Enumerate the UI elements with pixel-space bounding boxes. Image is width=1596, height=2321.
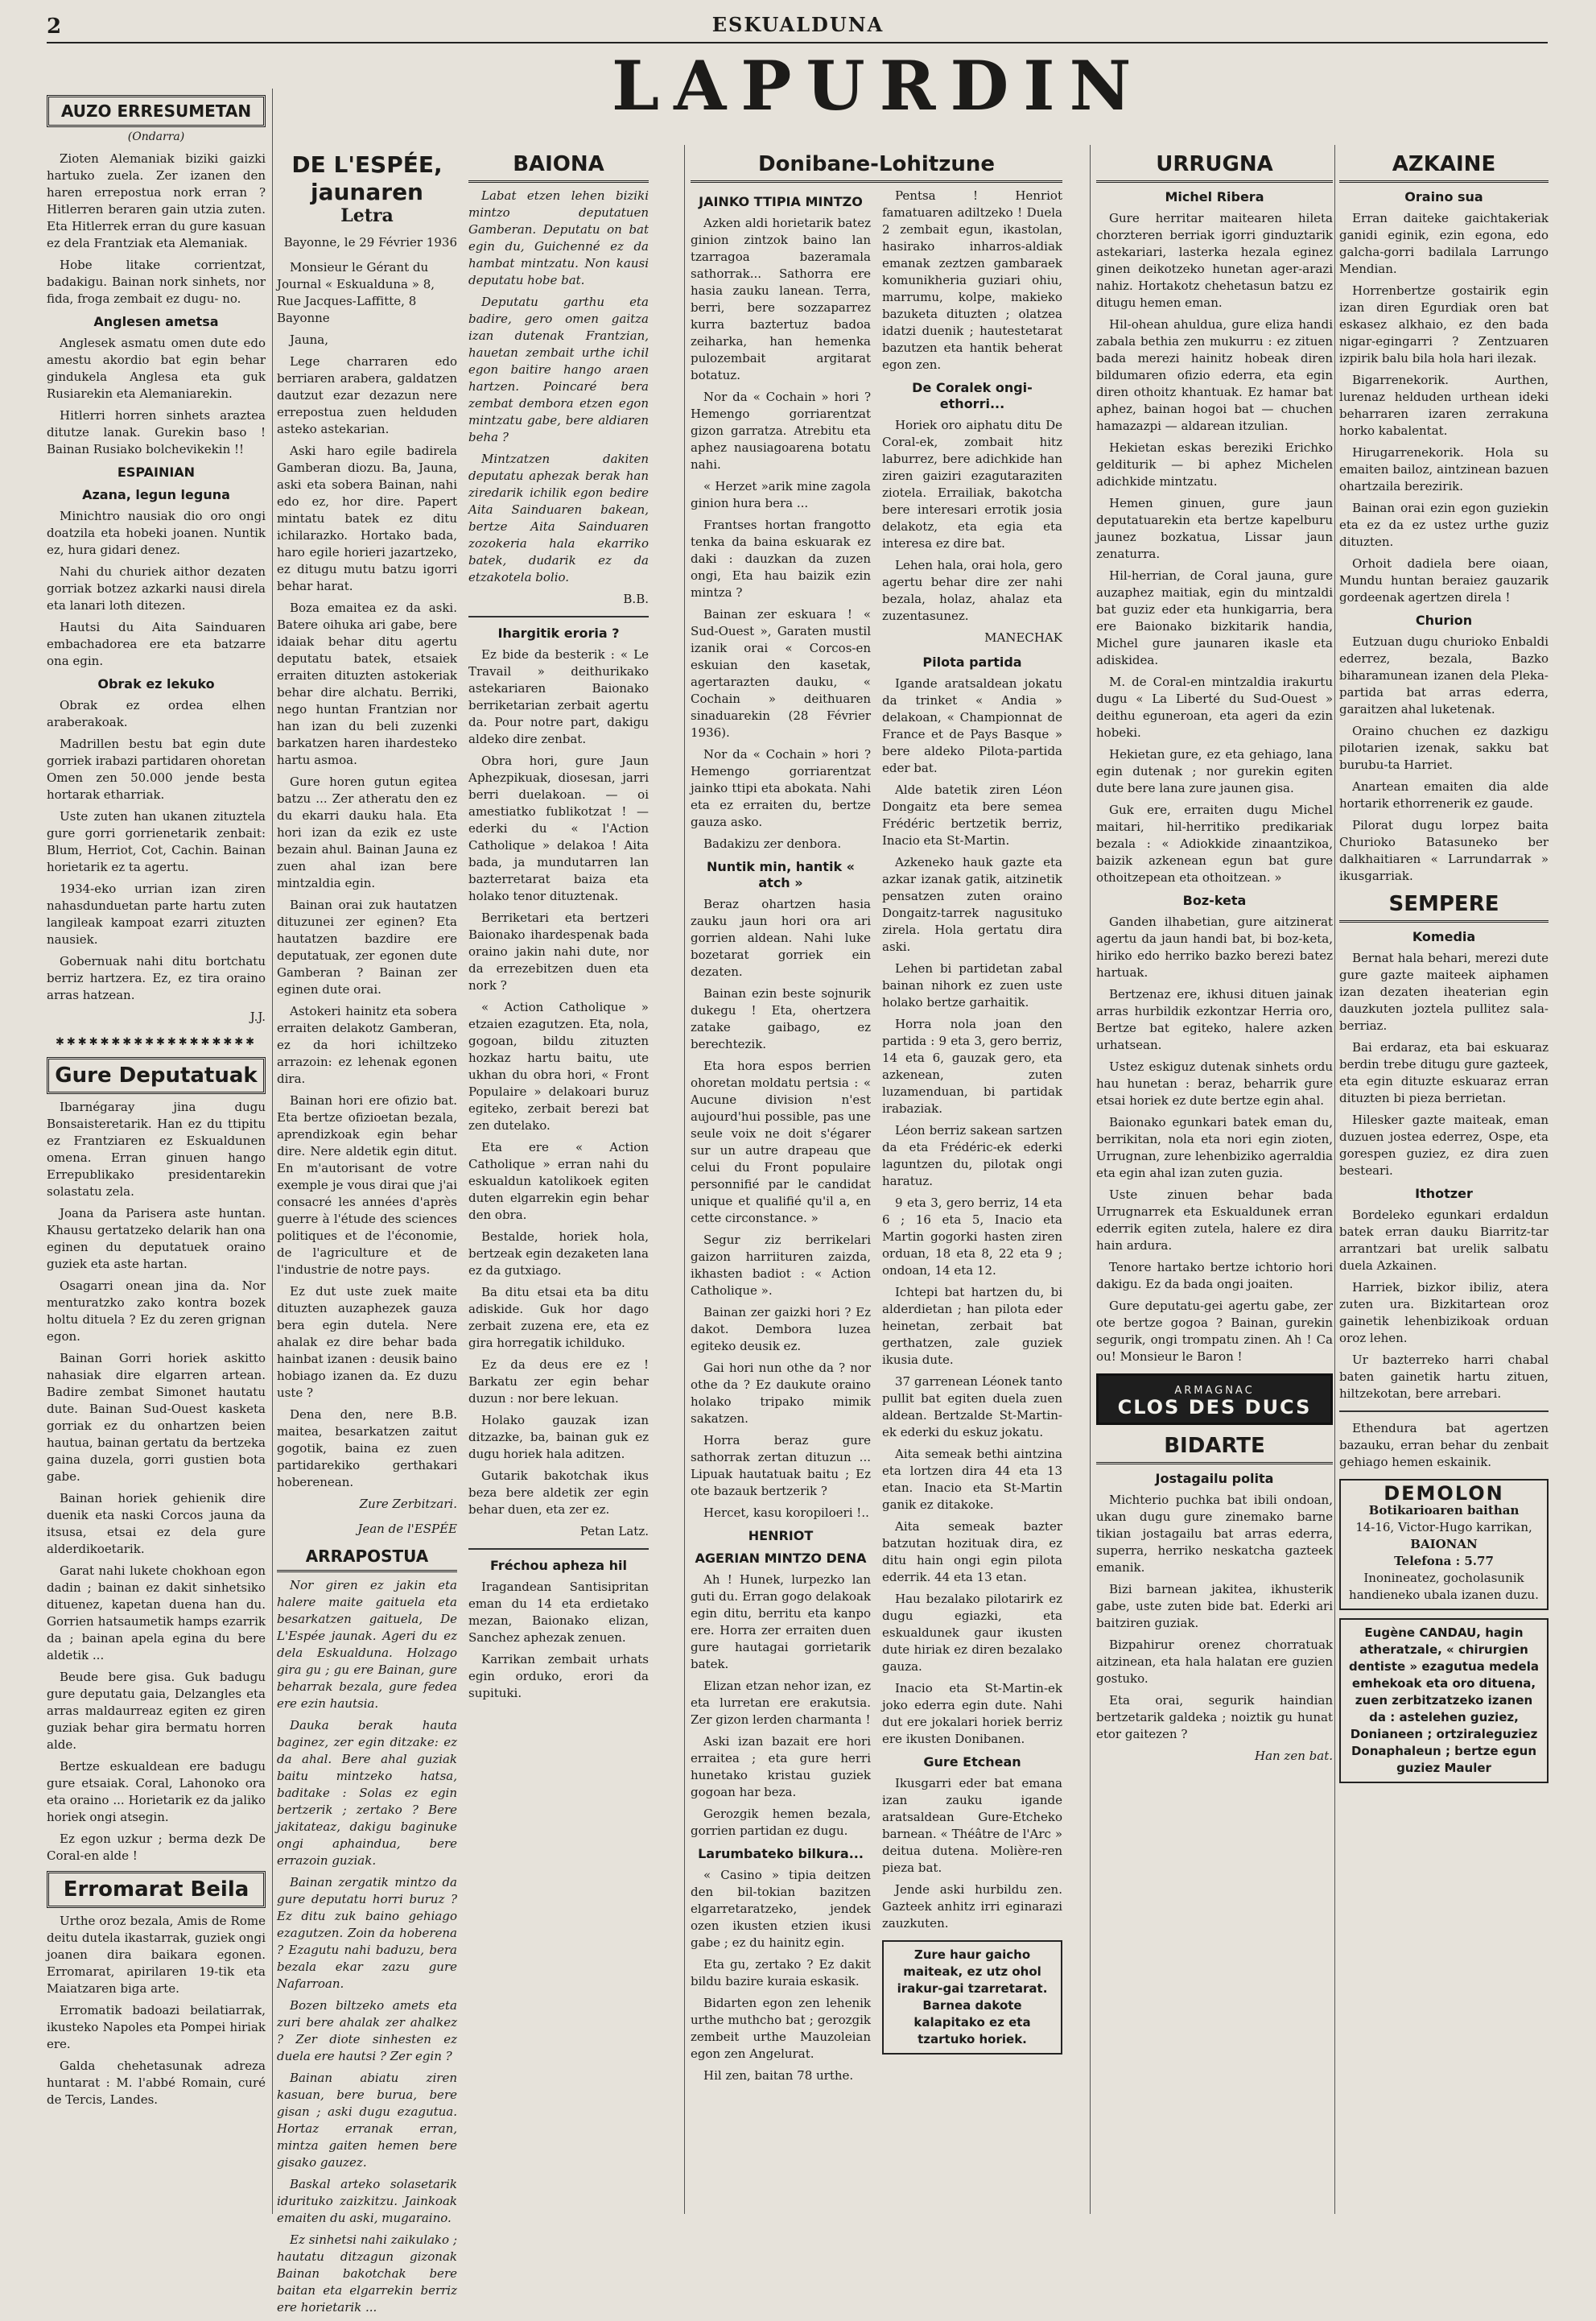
paragraph: Bertze eskualdean ere badugu gure etsaiak. Coral, Lahonoko ora eta oraino ... Horietarik ez da jaliko horiek ongi atsegin. [47, 1759, 266, 1824]
advertisement-candau: Eugène CANDAU, hagin atheratzale, « chirurgien dentiste » ezagutua medela emhekoak eta oro dituena, zuen zerbitzatzeko izanen da : astelehen guziez, Donianeen ; ortziraleguziez Donaphaleun ; bertze egun guziez Mauler [1339, 1618, 1549, 1783]
letter-address: Monsieur le Gérant du Journal « Eskualduna » 8, Rue Jacques-Laffitte, 8 Bayonne [277, 260, 435, 325]
paragraph: Galda chehetasunak adreza huntarat : M. l'abbé Romain, curé de Tercis, Landes. [47, 2059, 266, 2107]
article-subheading: ESPAINIAN [117, 465, 196, 480]
paragraph: Inacio eta St-Martin-ek joko ederra egin dute. Nahi dut ere jokalari horiek berriz ere ikusten Donibanen. [882, 1681, 1062, 1746]
paragraph: Pentsa ! Henriot famatuaren adiltzeko ! Duela 2 zembait egun, ikastolan, hasirako inharros-aldiak emanak zeztzen gambaraek komunikheria guziari ohiu, marrumu, kolpe, makieko bazuketa dituzten ; olatzea idatzi duenik ; hautestetarat bazutzen eta hantik beherat egon zen. [882, 188, 1062, 372]
paragraph: Labat etzen lehen biziki mintzo deputatuen Gamberan. Deputatu on bat egin du, Guichenné ez da hambat mintzatu. Non kausi deputatu hobe bat. [468, 188, 649, 287]
column-5 [1339, 145, 1549, 2222]
paragraph: Gerozgik hemen bezala, gorrien partidan ez dugu. [691, 1807, 871, 1838]
ad-title: DEMOLON [1384, 1482, 1504, 1505]
paragraph: « Herzet »arik mine zagola ginion hura bera ... [691, 479, 871, 510]
article-subheading: Pilota partida [922, 655, 1022, 670]
paragraph: Aita semeak bethi aintzina eta lortzen dira 44 eta 13 etan. Inacio eta St-Martin ganik ez ditakoke. [882, 1447, 1062, 1512]
paragraph: Bainan abiatu ziren kasuan, bere burua, bere gisan ; aski dugu ezagutua. Hortaz erranak erran, mintza gaiten hemen bere gisako gauzez. [277, 2071, 457, 2170]
paragraph: Ez egon uzkur ; berma dezk De Coral-en alde ! [47, 1832, 266, 1863]
paragraph: Iragandean Santisipritan eman du 14 eta erdietako mezan, Baionako elizan, Sanchez aphezak zenuen. [468, 1580, 649, 1645]
ad-line: BAIONAN [1410, 1537, 1478, 1551]
section-masthead [612, 42, 1146, 130]
paragraph: Hekietan gure, ez eta gehiago, lana egin dutenak ; nor gurekin egiten dute bere lana zure jaunen gisa. [1096, 747, 1333, 795]
paragraph: Erran daiteke gaichtakeriak ganidi eginik, ezin egona, edo galcha-gorri badilala Larrungo Mendian. [1339, 211, 1549, 276]
paragraph: Lege charraren edo berriaren arabera, galdatzen dautzut ezar dezazun nere errepostua zuen helduden asteko astekarian. [277, 354, 457, 436]
paragraph: Frantses hortan frangotto tenka da baina eskuarak ez daki : dauzkan da zuzen ongi, Eta hau baizik ezin mintza ? [691, 518, 871, 600]
paragraph: Ichtepi bat hartzen du, bi alderdietan ; han pilota eder heinetan, zerbait bat gerthatzen, zale guziek ikusia dute. [882, 1285, 1062, 1367]
paragraph: Tenore hartako bertze ichtorio hori dakigu. Ez da bada ongi joaiten. [1096, 1260, 1333, 1291]
paragraph: Hirugarrenekorik. Hola su emaiten bailoz, aintzinean bazuen ohartzaila berezirik. [1339, 445, 1549, 494]
article-subheading: Oraino sua [1404, 189, 1483, 204]
column-divider [1090, 145, 1091, 2214]
signature: J.J. [250, 1010, 266, 1024]
paragraph: Osagarri onean jina da. Nor menturatzko zako kontra bozek holtu dituela ? Ez du zeren grignan egon. [47, 1278, 266, 1344]
paragraph: Aski haro egile badirela Gamberan diozu. Ba, Jauna, aski eta sobera Bainan, nahi edo ez, hor dire. Papert mintatu batek ez ditu ichilarazko. Hortako bada, haro egile horieri jazartzeko, ez ditugu mutu batzu igorri behar harat. [277, 444, 457, 593]
column-divider [684, 145, 685, 2214]
paragraph: Jende aski hurbildu zen. Gazteek anhitz irri eginarazi zauzkuten. [882, 1882, 1062, 1931]
paragraph: Anartean emaiten dia alde hortarik ethorrenerik ez gaude. [1339, 779, 1549, 811]
ad-line: Telefona : 5.77 [1394, 1554, 1494, 1568]
article-subheading: AGERIAN MINTZO DENA [695, 1551, 867, 1566]
paragraph: « Action Catholique » etzaien ezagutzen. Eta, nola, gogoan, bildu zituzten hozkaz hartu baitu, ute ukhan du obra hori, « Front Populaire » delakoari buruz egiteko, zerbait berezi bat zen dutelako. [468, 1000, 649, 1133]
article-subheading: De Coralek ongi-ethorri... [912, 380, 1033, 411]
paragraph: Bidarten egon zen lehenik urthe muthcho bat ; gerozgik zembeit urthe Mauzoleian egon zen Angelurat. [691, 1996, 871, 2061]
paragraph: Igande aratsaldean jokatu da trinket « Andia » delakoan, « Championnat de France et de Pays Basque » bere aldeko Pilota-partida eder bat. [882, 676, 1062, 775]
paragraph: Erromatik badoazi beilatiarrak, ikusteko Napoles eta Pompei hiriak ere. [47, 2003, 266, 2051]
paragraph: Dauka berak hauta baginez, zer egin ditzake: ez da ahal. Bere ahal guziak baitu mintzeko hatsa, baditake : Solas ez egin bertzerik ; zertako ? Bere jakitateaz, dakigu baginuke ongi aphaindua, bere errazoin guziak. [277, 1718, 457, 1868]
article-heading: BAIONA [468, 151, 649, 183]
paragraph: Astokeri hainitz eta sobera erraiten delakotz Gamberan, ez da hori ichiltzeko arrazoin: ez lehenak egonen dira. [277, 1004, 457, 1086]
paragraph: Bainan orai ezin egon guziekin eta ez da ez ustez urthe guziz dituzten. [1339, 501, 1549, 549]
paragraph: Baskal arteko solasetarik idurituko zaizkitzu. Jainkoak emaiten du aski, mugaraino. [277, 2177, 457, 2225]
article-heading: DE L'ESPÉE, jaunaren [291, 151, 443, 205]
paragraph: Aski izan bazait ere hori erraitea ; eta gure herri hunetako kristau guziek gogoan har beza. [691, 1734, 871, 1799]
column-3 [691, 145, 1062, 2222]
paragraph: Elizan etzan nehor izan, ez eta lurretan ere erakutsia. Zer gizon lerden charmanta ! [691, 1679, 871, 1727]
article-subheading: Larumbateko bilkura... [698, 1846, 864, 1861]
paragraph: Léon berriz sakean sartzen da eta Frédéric-ek ederki laguntzen du, pilotak ongi haratuz. [882, 1123, 1062, 1188]
paragraph: Bainan Gorri horiek askitto nahasiak dire elgarren artean. Badire zembat Simonet hautatu dute. Bainan Sud-Ouest kasketa gorriak ez du onhartzen beien hautua, bainan gertatu da bertzeka gaina duzela, gorri gustien bota gabe. [47, 1351, 266, 1484]
signature: Jean de l'ESPÉE [357, 1522, 457, 1536]
article-heading: SEMPERE [1339, 891, 1549, 923]
article-subheading: Nuntik min, hantik « atch » [707, 859, 855, 890]
article-heading: AZKAINE [1339, 151, 1549, 183]
ad-line: 14-16, Victor-Hugo karrikan, [1355, 1520, 1532, 1534]
paragraph: Ibarnégaray jina dugu Bonsaisteretarik. Han ez du ttipitu ez Frantziaren ez Eskualdunen omena. Erran ginuen hango Errepublikako presidentarekin solastatu zela. [47, 1100, 266, 1199]
paragraph: Azken aldi horietarik batez ginion zintzok baino lan tzarragoa bazeramala sathorrak... Sathorra ere hasia zauku lanean. Terra, berri, bere sozzaparrez kurra baztertuz badoa zeiharka, han hemenka pulozembait argitarat botatuz. [691, 216, 871, 382]
signature: B.B. [623, 592, 649, 606]
paragraph: Hil-ohean ahuldua, gure eliza handi zabala bethia zen mukurru : ez zituen bada merezi hainitz hobeak diren bildumaren ofizio ederra, eta egin diren othoitz khantuak. Ez hamar bat aphez, bainan hogoi bat — chuchen hamazazpi — aldarean itzulian. [1096, 317, 1333, 433]
paragraph: Ustez eskiguz dutenak sinhets ordu hau hunetan : beraz, beharrik gure etsai horiek ez dute bertze egin ahal. [1096, 1059, 1333, 1108]
article-subheading: Jostagailu polita [1155, 1471, 1274, 1486]
paragraph: Harriek, bizkor ibiliz, atera zuten ura. Bizkitartean oroz gainetik lehenbizikoak orduan oroz lehen. [1339, 1280, 1549, 1345]
article-subheading: Churion [1415, 613, 1473, 628]
paragraph: Horrenbertze gostairik egin izan diren Egurdiak oren bat eskasez alkhaio, ez den bada nigar-egingarri ? Zentzuaren izpirik balu bila hola hari ilezak. [1339, 283, 1549, 365]
article-heading: Erromarat Beila [47, 1871, 266, 1908]
advertisement-armagnac [1096, 1373, 1333, 1425]
article-subheading: Azana, legun leguna [82, 487, 230, 502]
paragraph: Hitlerri horren sinhets araztea ditutze lanak. Gurekin baso ! Bainan Rusiako bolchevikekin !! [47, 408, 266, 456]
advertisement-demolon [1339, 1479, 1549, 1610]
paragraph: Bizi barnean jakitea, ikhusterik gabe, uste zuten bide bat. Ederki ari baitziren guziak. [1096, 1582, 1333, 1630]
article-heading: Gure Deputatuak [47, 1057, 266, 1094]
paragraph: Hil-herrian, de Coral jauna, gure auzaphez maitiak, egin du mintzaldi bat guziz eder eta hunkigarria, bera ere Baionako bizkitarik handia, Michel gure jaunaren ikasle eta adiskidea. [1096, 568, 1333, 667]
paragraph: Horra beraz gure sathorrak zertan dituzun ... Lipuak hautatuak baitu ; Ez ote bazauk bertzerik ? [691, 1433, 871, 1498]
ad-line: ARMAGNAC [1174, 1385, 1255, 1397]
subcolumns [277, 145, 649, 2321]
letter-date: Bayonne, le 29 Février 1936 [283, 235, 457, 250]
paragraph: Hau bezalako pilotarirk ez dugu egiazki, eta eskualdunek gaur ikusten dute hiriak ez diren bezalako gauza. [882, 1592, 1062, 1674]
paragraph: Nahi du churiek aithor dezaten gorriak botzez azkarki nausi direla eta lanari loth ditezen. [47, 564, 266, 613]
paragraph: Minichtro nausiak dio oro ongi doatzila eta hobeki joanen. Nuntik ez, hura gidari denez. [47, 509, 266, 557]
paragraph: Bai erdaraz, eta bai eskuaraz berdin trebe ditugu gure gazteek, eta egin dituzte eskuaraz erran dituzten bi pieza berrietan. [1339, 1040, 1549, 1105]
paragraph: Hautsi du Aita Sainduaren embachadorea ere eta batzarre ona egin. [47, 620, 266, 668]
paragraph: Hemen ginuen, gure jaun deputatuarekin eta bertze kapelburu jaunez bozkatua, Lissar jaun zenaturra. [1096, 496, 1333, 561]
paragraph: Bernat hala behari, merezi dute gure gazte maiteek aiphamen izan dezaten iheaterian egin dauzkuten joztela pullitez sala-berriaz. [1339, 951, 1549, 1033]
paragraph: Bainan zergatik mintzo da gure deputatu horri buruz ? Ez ditu zuk baino gehiago ezagutzen. Zoin da hoberena ? Ezagutu nahi baduzu, bera bezala ekar zazu gure Nafarroan. [277, 1875, 457, 1991]
paragraph: Joana da Parisera aste huntan. Khausu gertatzeko delarik han ona eginen du deputatuek oraino guziek eta aste hartan. [47, 1206, 266, 1271]
column-divider [1334, 145, 1335, 2214]
paragraph: Nor da « Cochain » hori ? Hemengo gorriarentzat jainko ttipi eta abokata. Nahi eta ez erraiten du, bertze gauza asko. [691, 747, 871, 829]
paragraph: Bainan zer gaizki hori ? Ez dakot. Dembora luzea egiteko deusik ez. [691, 1305, 871, 1353]
ad-brand: CLOS DES DUCS [1117, 1396, 1312, 1419]
article-heading: AUZO ERRESUMETAN [47, 95, 266, 127]
paragraph: Deputatu garthu eta badire, gero omen gaitza izan dutenak Frantzian, hauetan zembait urthe ichil egon baitire hango araen hartzen. Poincaré bera zembat dembora etzen egon mintzatu gabe, bere aldiaren beha ? [468, 295, 649, 444]
paragraph: Hercet, kasu koropiloeri !.. [703, 1505, 869, 1520]
ornament-divider: ✱✱✱✱✱✱✱✱✱✱✱✱✱✱✱✱✱✱ [55, 1036, 258, 1048]
paragraph: M. de Coral-en mintzaldia irakurtu dugu « La Liberté du Sud-Ouest » deithu eguneroan, eta ageri da ezin hobeki. [1096, 675, 1333, 740]
article-subheading: HENRIOT [748, 1528, 814, 1543]
article-heading: ARRAPOSTUA [277, 1546, 457, 1572]
paragraph: Bainan hori ere ofizio bat. Eta bertze ofizioetan bezala, aprendizkoak egin behar dire. Nere aldetik egin ditut. En m'autorisant de votre exemple je vous dirai que j'ai consacré les années d'après guerre à l'étude des sciences politiques et de l'économie, de l'agriculture et de l'industrie de notre pays. [277, 1093, 457, 1277]
subcolumns [691, 188, 1062, 2089]
paragraph: 1934-eko urrian izan ziren nahasdunduetan parte hartu zuten langileak kampoat ezarri zituzten nausiek. [47, 882, 266, 947]
paragraph: Aita semeak bazter batzutan hozituak dira, ez ditu hain ongi egin pilota ederrik. 44 eta 13 etan. [882, 1519, 1062, 1584]
paragraph: Bigarrenekorik. Aurthen, lurenaz helduden urthean ideki beharraren izaren zerrakuna horko kabalentat. [1339, 373, 1549, 438]
article-subheading: JAINKO TTIPIA MINTZO [699, 194, 863, 209]
paragraph: Bozen biltzeko amets eta zuri bere ahalak zer ahalkez ? Zer diote sinhesten ez duela ere hautsi ? Zer egin ? [277, 1998, 457, 2063]
paragraph: Alde batetik ziren Léon Dongaitz eta bere semea Frédéric bertzetik berriz, Inacio eta St-Martin. [882, 783, 1062, 848]
paragraph: Lehen hala, orai hola, gero agertu behar dire zer nahi bezala, holaz, ahalaz eta zuzentasunez. [882, 558, 1062, 623]
ad-line: Inonineatez, gocholasunik handieneko ubala izanen duzu. [1349, 1571, 1539, 1602]
paragraph: Eta gu, zertako ? Ez dakit bildu bazire kuraia eskasik. [691, 1957, 871, 1989]
article-subheading: Michel Ribera [1165, 189, 1264, 204]
paragraph: Bizpahirur orenez chorratuak aitzinean, eta hala halatan ere guzien gostuko. [1096, 1638, 1333, 1686]
section-title: LAPURDIN [612, 46, 1146, 126]
article-subheading: Letra [340, 205, 394, 226]
paragraph: Jauna, [290, 332, 328, 347]
paragraph: Nor giren ez jakin eta halere maite gaituela eta besarkatzen gaituela, De L'Espée jaunak. Ageri du ez dela Eskualduna. Holzago gira gu ; gu ere Bainan, gure beharrak bezala, gure fedea ere ezin hautsia. [277, 1578, 457, 1711]
paragraph: Bainan zer eskuara ! « Sud-Ouest », Garaten mustil izanik orai « Corcos-en eskuian den kasetak, agertarazten dauku, « Cochain » deithuaren sinaduarekin (28 Février 1936). [691, 607, 871, 740]
paragraph: Uste zuten han ukanen zituztela gure gorri gorrienetarik zenbait: Blum, Herriot, Cot, Cachin. Bainan horietarik ez ta agertu. [47, 809, 266, 874]
paragraph: Eta orai, segurik haindian bertzetarik galdeka ; noiztik gu hunat etor gaitezen ? [1096, 1693, 1333, 1741]
paragraph: 9 eta 3, gero berriz, 14 eta 6 ; 16 eta 5, Inacio eta Martin gogorki hasten ziren orduan, 18 eta 8, 22 eta 9 ; ondoan, 14 eta 12. [882, 1196, 1062, 1278]
paragraph: Ikusgarri eder bat emana izan zauku igande aratsaldean Gure-Etcheko barnean. « Théâtre de l'Arc » deitua dutena. Molière-ren pieza bat. [882, 1776, 1062, 1875]
page-header [0, 6, 1596, 39]
ad-line: Botikarioaren baithan [1368, 1503, 1520, 1518]
subcolumn-left [691, 188, 871, 2089]
paragraph: Ez da deus ere ez ! Barkatu zer egin behar duzun : nor bere lekuan. [468, 1357, 649, 1406]
paragraph: Mintzatzen dakiten deputatu aphezak berak han ziredarik ichilik egon bedire Aita Sainduaren bakean, bertze Aita Sainduaren zozokeria hala ekarriko batek, dudarik ez da etzakotela bolio. [468, 452, 649, 584]
paragraph: Badakizu zer denbora. [703, 836, 842, 851]
article-subheading: Ithotzer [1415, 1186, 1473, 1201]
paragraph: Gutarik bakotchak ikus beza bere aldetik zer egin behar duen, eta zer ez. [468, 1468, 649, 1517]
paragraph: Garat nahi lukete chokhoan egon dadin ; bainan ez dakit sinhetsiko dituenez, kapetan duena han du. Gorrien hatsaumetik hamps ezarrik da ; bainan apela egina du bere aldetik ... [47, 1563, 266, 1662]
paragraph: Hekietan eskas bereziki Erichko gelditurik — bi aphez Michelen adichkide mintzatu. [1096, 440, 1333, 489]
paragraph: Holako gauzak izan ditzazke, ba, bainan guk ez dugu horiek hala aditzen. [468, 1413, 649, 1461]
paragraph: Michterio puchka bat ibili ondoan, ukan dugu gure zinemako barne tikian jostagailu bat arras ederra, superra, herriko neskatcha gazteek emanik. [1096, 1493, 1333, 1575]
paper-name: ESKUALDUNA [711, 13, 885, 36]
column-4 [1096, 145, 1333, 2222]
paragraph: Baionako egunkari batek eman du, berrikitan, nola eta nori egin zioten, Urrugnan, zure lehenbiziko agerraldia eta egin ahal izan zuten guzia. [1096, 1115, 1333, 1180]
article-subheading: Gure Etchean [923, 1754, 1021, 1770]
paragraph: Boza emaitea ez da aski. Batere oihuka ari gabe, bere idaiak behar ditu agertu deputatu batek, etsaiek erraiten dituzten astokeriak behar dire alchatu. Berriki, nego huntan Frantzian nor han izan du beli zuzenki barkatzen haren ihardesteko hartu asmoa. [277, 601, 457, 767]
article-heading: URRUGNA [1096, 151, 1333, 183]
paragraph: Karrikan zembait urhats egin orduko, erori da supituki. [468, 1652, 649, 1700]
paragraph: Gure deputatu-gei agertu gabe, zer ote bertze gogoa ? Bainan, gurekin segurik, ongi trompatu zinen. Ah ! Ca ou! Monsieur le Baron ! [1096, 1299, 1333, 1364]
paragraph: Ez sinhetsi nahi zaikulako ; hautatu ditzagun gizonak Bainan bakotchak bere baitan eta elgarrekin berriz ere horietarik ... [277, 2232, 457, 2315]
article-subheading: Obrak ez lekuko [97, 676, 215, 692]
article-subheading: Anglesen ametsa [93, 314, 219, 329]
paragraph: Lehen bi partidetan zabal bainan nihork ez zuen uste holako bertze garhaitik. [882, 961, 1062, 1010]
article-heading: BIDARTE [1096, 1433, 1333, 1464]
paragraph: Orhoit dadiela bere oiaan, Mundu huntan beraiez gauzarik gordeenak agertzen direla ! [1339, 556, 1549, 605]
paragraph: 37 garrenean Léonek tanto pullit bat egiten duela zuen aldean. Bertzalde St-Martin-ek ederki du eskuz jokatu. [882, 1374, 1062, 1439]
page-number: 2 [47, 14, 62, 39]
column-divider [272, 89, 273, 2214]
paragraph: Hil zen, baitan 78 urthe. [703, 2068, 854, 2083]
signature: Zure Zerbitzari. [359, 1497, 457, 1511]
paragraph: Bainan horiek gehienik dire duenik eta naski Corcos jauna da itsusa, etsai ez dela gure alderdikoetarik. [47, 1491, 266, 1556]
paragraph: Hilesker gazte maiteak, eman duzuen jostea ederrez, Ospe, eta gorespen guziez, ez dira zuen besteari. [1339, 1113, 1549, 1178]
paragraph: Ba ditu etsai eta ba ditu adiskide. Guk hor dago zerbait zuzena ere, eta ez gira horregatik ichilduko. [468, 1285, 649, 1350]
column-1 [47, 89, 266, 2222]
paragraph: Gure horen gutun egitea batzu ... Zer atheratu den ez du ekarri dauku hala. Eta hori izan da ezik ez uste bezain ahul. Bainan Jauna ez zuen ahal izan bere mintzaldia egin. [277, 774, 457, 890]
signature: MANECHAK [984, 630, 1062, 645]
paragraph: Hobe litake corrientzat, badakigu. Bainan nork sinhets, nor fida, froga zembait ez dugu- no. [47, 258, 266, 306]
article-heading: Donibane-Lohitzune [691, 151, 1062, 183]
paragraph: Ez dut uste zuek maite dituzten auzaphezek gauza bera egin dutela. Nere ahalak ez dire behar bada hainbat izanen : deusik baino hobiago izanen da. Ez duzu uste ? [277, 1284, 457, 1400]
divider [468, 616, 649, 617]
paragraph: Ganden ilhabetian, gure aitzinerat agertu da jaun handi bat, bi boz-keta, hiriko edo herriko bazko berezi batez hartuak. [1096, 915, 1333, 980]
paragraph: Horra nola joan den partida : 9 eta 3, gero berriz, 14 eta 6, gauzak gero, eta azkenean, zuten luzamenduan, bi partidak irabaziak. [882, 1017, 1062, 1116]
paragraph: Gobernuak nahi ditu bortchatu berriz hartzera. Ez, ez tira oraino arras hatzean. [47, 954, 266, 1002]
paragraph: Bainan ezin beste sojnurik dukegu ! Eta, ohertzera zatake gaibago, ez berechtezik. [691, 986, 871, 1051]
paragraph: Oraino chuchen ez dazkigu pilotarien izenak, sakku bat burubu-ta Harriet. [1339, 724, 1549, 772]
divider [1339, 1410, 1549, 1412]
paragraph: Ah ! Hunek, lurpezko lan guti du. Erran gogo delakoak egin ditu, berritu eta kanpo ere. Horra zer erraiten duen gure hautagai gorrietarik batek. [691, 1572, 871, 1671]
article-heading: Ihargitik eroria ? [497, 626, 620, 641]
paragraph: Madrillen bestu bat egin dute gorriek irabazi partidaren ohoretan Omen zen 50.000 jende besta hortarak etharriak. [47, 737, 266, 802]
paragraph: Ethendura bat agertzen bazauku, erran behar du zenbait gehiago hemen eskainik. [1339, 1421, 1549, 1469]
paragraph: Nor da « Cochain » hori ? Hemengo gorriarentzat gizon garratza. Atrebitu eta aphez nausiagoarena botatu nahi. [691, 390, 871, 472]
paragraph: Gure herritar maitearen hileta chorzteren berriak igorri ginduztarik astekariari, lasterka hezala eginez ginen deikotzeko hunetan ager-arazi nahiz. Hortakotz chehetasun batzu ez ditugu hemen eman. [1096, 211, 1333, 310]
column-2 [277, 145, 649, 2315]
paragraph: « Casino » tipia deitzen den bil-tokian bazitzen elgarretaratzeko, jendek ozen ikusten etzien ikusi gabe ; ez du hainitz egin. [691, 1868, 871, 1950]
paragraph: Urthe oroz bezala, Amis de Rome deitu dutela ikastarrak, guziek ongi joanen dira baikara egonen. Erromarat, apirilaren 19-tik eta Maiatzaren biga arte. [47, 1914, 266, 1996]
paragraph: Pilorat dugu lorpez baita Churioko Batasuneko ber dalkhaitiaren « Larrundarrak » ikusgarriak. [1339, 818, 1549, 883]
paragraph: Zioten Alemaniak biziki gaizki hartuko zuela. Zer izanen den haren errepostua nork erran ? Hitlerren beraren gain utzia zuten. Eta Hitlerrek erran du gure kasuan ez dela Frantziak eta Alemaniak. [47, 151, 266, 250]
paragraph: Segur ziz berrikelari gaizon harriituren zaizda, ikhasten badiot : « Action Catholique ». [691, 1233, 871, 1298]
article-kicker: (Ondarra) [127, 130, 185, 143]
signature: Petan Latz. [579, 1524, 649, 1538]
paragraph: Bainan orai zuk hautatzen dituzunei zer eginen? Eta hautatzen bazdire ere deputatuak, zer egonen dute Gamberan ? Bainan zer eginen dute orai. [277, 898, 457, 997]
paragraph: Anglesek asmatu omen dute edo amestu akordio bat egin behar gindukela Anglesa eta guk Rusiarekin eta Alemaniarekin. [47, 336, 266, 401]
notice-box: Zure haur gaicho maiteak, ez utz ohol irakur-gai tzarretarat. Barnea dakote kalapitako ez eta tzartuko horiek. [882, 1940, 1062, 2055]
paragraph: Guk ere, erraiten dugu Michel maitari, hil-herritiko predikariak bezala : « Adiokkide zinaantzikoa, baizik azkenean egun bat gure othoitzepean eta othoitzean. » [1096, 803, 1333, 885]
paragraph: Bestalde, horiek hola, bertzeak egin dezaketen lana ez da gutxiago. [468, 1229, 649, 1278]
paragraph: Obrak ez ordea elhen araberakoak. [47, 698, 266, 729]
subcolumn-left [277, 145, 457, 2321]
paragraph: Beude bere gisa. Guk badugu gure deputatu gaia, Delzangles eta arras maldaurreaz egiten ez giren guziak behar gira bermatu horren alde. [47, 1670, 266, 1752]
article-subheading: Komedia [1412, 929, 1476, 944]
paragraph: Gai hori nun othe da ? nor othe da ? Ez daukute oraino holako tripako mimik sakatzen. [691, 1361, 871, 1426]
paragraph: Dena den, nere B.B. maitea, besarkatzen zaitut gogotik, baina ez zuen partidarekiko gerthakari hoberenean. [277, 1407, 457, 1489]
paragraph: Obra hori, gure Jaun Aphezpikuak, diosesan, jarri berri duelakoan. — oi amestiatko fublikotzat ! — ederki du « l'Action Catholique » delakoa ! Aita bada, ja mundutarren lan bazterretarat baiza eta holako tenor dituztenak. [468, 754, 649, 903]
article-subheading: Boz-keta [1182, 893, 1247, 908]
subcolumn-right [468, 145, 649, 2321]
signature: Han zen bat. [1254, 1749, 1333, 1763]
divider [468, 1548, 649, 1550]
paragraph: Bertzenaz ere, ikhusi dituen jainak arras hurbildik ezkontzar Herria oro, Bertze bat egiteko, halere azken urhatsean. [1096, 987, 1333, 1052]
paragraph: Eta hora espos berrien ohoretan moldatu pertsia : « Aucune division n'est aujourd'hui possible, pas une seule voix ne doit s'égarer sur un autre drapeau que celui du Front populaire personnifié par le candidat unique et qualifié qu'il a, en cette circonstance. » [691, 1059, 871, 1225]
article-heading: Fréchou apheza hil [489, 1558, 627, 1573]
paragraph: Bordeleko egunkari erdaldun batek erran dauku Biarritz-tar arrantzari bat urelik salbatu duela Azkainen. [1339, 1208, 1549, 1273]
paragraph: Berriketari eta bertzeri Baionako ihardespenak bada oraino jakin nahi dute, nor da errezebitzen duen eta nork ? [468, 911, 649, 993]
paragraph: Azkeneko hauk gazte eta azkar izanak gatik, aitzinetik pensatzen zuten oraino Dongaitz-tarrek nagusituko zirela. Hola gertatu dira aski. [882, 855, 1062, 954]
paragraph: Uste zinuen behar bada Urrugnarrek eta Eskualdunek erran ederrik egiten zutela, halere ez dira hain ardura. [1096, 1187, 1333, 1253]
paragraph: Horiek oro aiphatu ditu De Coral-ek, zombait hitz laburrez, bere adichkide han ziren gaiziri ezagutaraziten ziotela. Errailiak, bakotcha bere interesari errotik josia delakotz, eta egia eta interesa ez dire bat. [882, 418, 1062, 551]
paragraph: Ez bide da besterik : « Le Travail » deithurikako astekariaren Baionako berriketarian zerbait agertu da. Pour notre part, dakigu aldeko dire zenbat. [468, 647, 649, 746]
paragraph: Ur bazterreko harri chabal baten gainetik hartu zituen, hiltzekotan, bere arrebari. [1339, 1353, 1549, 1401]
paragraph: Beraz ohartzen hasia zauku jaun hori ora ari gorrien aldean. Nahi luke bozetarat gorriek ein dezaten. [691, 897, 871, 979]
paragraph: Eta ere « Action Catholique » erran nahi du eskualdun katolikoek egiten duten elgarrekin egin behar den obra. [468, 1140, 649, 1222]
paragraph: Eutzuan dugu churioko Enbaldi ederrez, bezala, Bazko biharamunean izanen dela Pleka-partida bat arras ederra, garaitzen ahal luketenak. [1339, 634, 1549, 717]
subcolumn-right [882, 188, 1062, 2089]
